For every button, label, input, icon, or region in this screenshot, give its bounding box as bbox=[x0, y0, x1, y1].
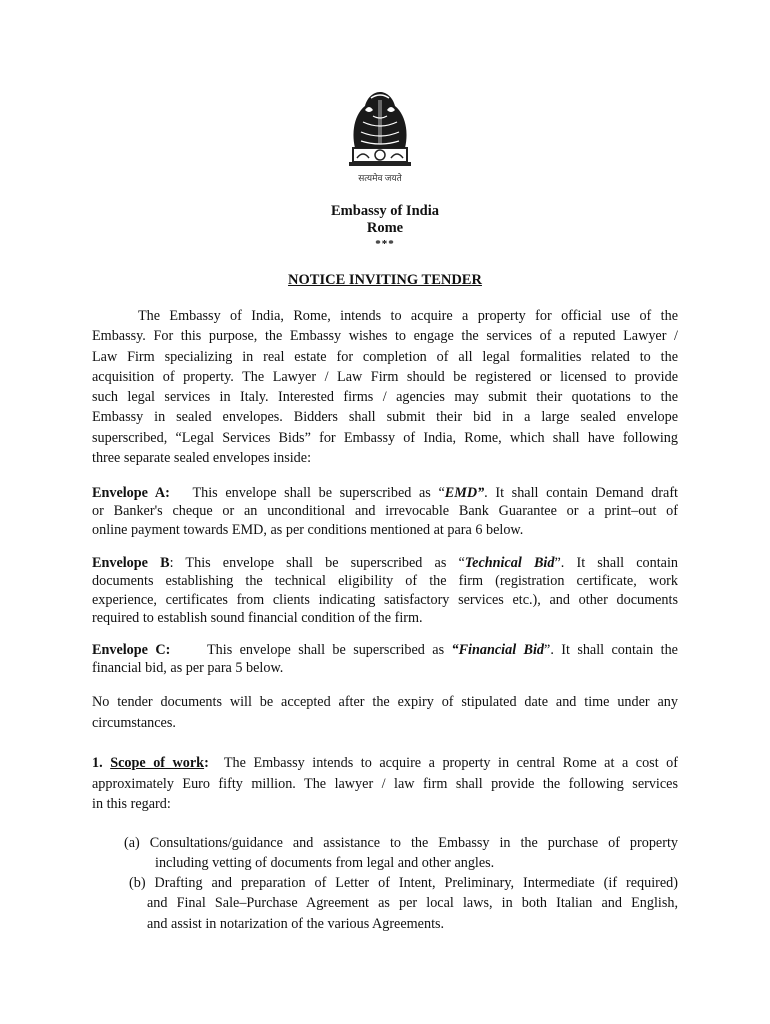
intro-line: Law Firm specializing in real estate for completion of all legal formalities related to the bbox=[92, 348, 678, 365]
list-item bbox=[129, 873, 678, 934]
envelope-b-line: experience, certificates from clients indicating satisfactory services etc.), and other documents bbox=[92, 591, 678, 608]
list-item-line: (b) Drafting and preparation of Letter of Intent, Preliminary, Intermediate (if required) bbox=[129, 875, 678, 891]
list-item-line: and Final Sale–Purchase Agreement as per local laws, in both Italian and English, bbox=[147, 895, 678, 912]
envelope-b-label: Envelope B bbox=[92, 555, 170, 571]
intro-line: acquisition of property. The Lawyer / Law Firm should be registered or licensed to provide bbox=[92, 368, 678, 385]
scope-paragraph bbox=[92, 753, 678, 815]
no-tender-note bbox=[92, 692, 678, 733]
technical-bid-term: Technical Bid bbox=[464, 555, 555, 571]
list-item-line: (a) Consultations/guidance and assistance to the Embassy in the purchase of property bbox=[124, 835, 678, 851]
note-line: circumstances. bbox=[92, 714, 176, 731]
envelope-b-line: Envelope B: This envelope shall be superscribed as “Technical Bid”. It shall contain bbox=[92, 555, 678, 571]
envelope-c-line: Envelope C: This envelope shall be superscribed as “Financial Bid”. It shall contain the bbox=[92, 642, 678, 658]
embassy-heading: Embassy of India bbox=[331, 203, 439, 219]
intro-line: Embassy in sealed envelopes. Bidders shall submit their bid in a large sealed envelope bbox=[92, 409, 678, 426]
city-heading: Rome bbox=[366, 220, 404, 236]
envelope-a-line: or Banker's cheque or an unconditional and irrevocable Bank Guarantee or a print–out of bbox=[92, 503, 678, 520]
envelope-b-line: required to establish sound financial condition of the firm. bbox=[92, 609, 423, 626]
scope-number: 1. bbox=[92, 755, 103, 771]
list-item bbox=[124, 833, 678, 874]
envelope-b-paragraph bbox=[92, 554, 678, 627]
envelope-c-line: financial bid, as per para 5 below. bbox=[92, 660, 284, 677]
intro-line: The Embassy of India, Rome, intends to acquire a property for official use of the bbox=[138, 308, 678, 324]
scope-heading: Scope of work bbox=[110, 755, 205, 771]
intro-paragraph bbox=[92, 306, 678, 468]
envelope-a-label: Envelope A: bbox=[92, 485, 170, 501]
intro-line: such legal services in Italy. Interested firms / agencies may submit their quotations to the bbox=[92, 389, 678, 406]
intro-line: superscribed, “Legal Services Bids” for Embassy of India, Rome, which shall have following bbox=[92, 429, 678, 446]
list-item-line: and assist in notarization of the various Agreements. bbox=[147, 915, 445, 932]
envelope-a-paragraph bbox=[92, 484, 678, 539]
financial-bid-term: “Financial Bid bbox=[451, 642, 545, 658]
emblem-motto: सत्यमेव जयते bbox=[358, 173, 402, 183]
envelope-a-line: online payment towards EMD, as per conditions mentioned at para 6 below. bbox=[92, 521, 524, 538]
envelope-c-label: Envelope C: bbox=[92, 642, 171, 658]
list-item-line: including vetting of documents from legal and other angles. bbox=[155, 855, 495, 872]
note-line: No tender documents will be accepted after the expiry of stipulated date and time under any bbox=[92, 694, 678, 710]
intro-line: three separate sealed envelopes inside: bbox=[92, 450, 312, 467]
envelope-b-line: documents establishing the technical eligibility of the firm (registration certificate, work bbox=[92, 573, 678, 590]
scope-line: approximately Euro fifty million. The lawyer / law firm shall provide the following services bbox=[92, 775, 678, 792]
emd-term: EMD” bbox=[444, 485, 485, 501]
intro-line: Embassy. For this purpose, the Embassy wishes to engage the services of a reputed Lawyer / bbox=[92, 328, 678, 345]
envelope-c-paragraph bbox=[92, 641, 678, 678]
separator-stars: *** bbox=[375, 238, 395, 250]
scope-line: in this regard: bbox=[92, 796, 171, 812]
scope-line: 1. Scope of work: The Embassy intends to acquire a property in central Rome at a cost of bbox=[92, 755, 678, 771]
envelope-a-line: Envelope A: This envelope shall be superscribed as “EMD”. It shall contain Demand draft bbox=[92, 485, 678, 501]
notice-title: NOTICE INVITING TENDER bbox=[288, 272, 482, 288]
